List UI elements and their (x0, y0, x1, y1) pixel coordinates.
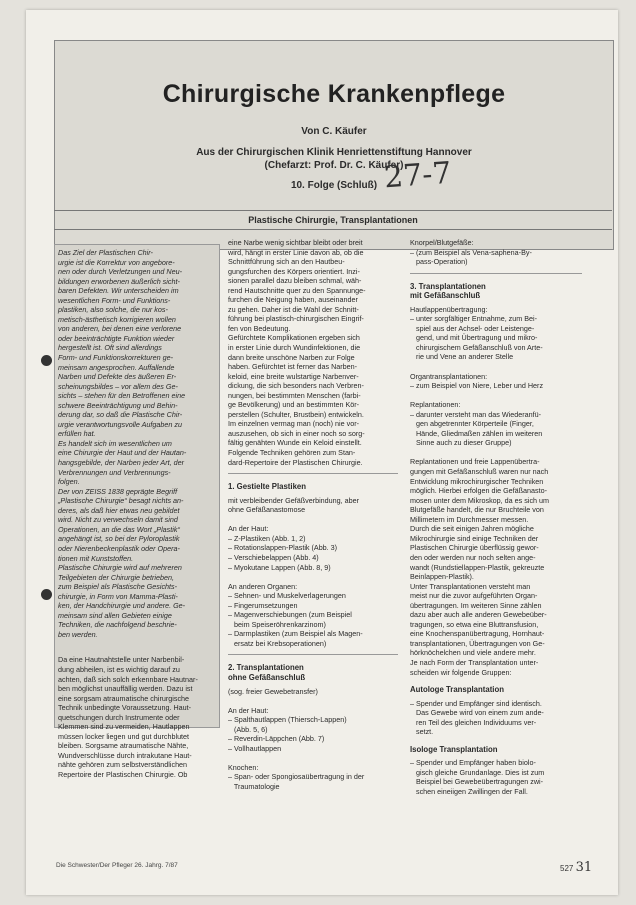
text-line: in erster Linie durch Wundinfektionen, die (228, 343, 361, 353)
text-line: furchen die Neigung haben, auseinander (228, 295, 358, 305)
text-line: tionen mit Kunststoffen. (58, 553, 134, 563)
text-line: wandt (Rundstiellappen-Plastik, gekreuzte (410, 562, 545, 572)
section-3-text (410, 305, 582, 677)
text-line: eine Knochenspanübertragung, Hornhaut- (410, 629, 545, 639)
text-line: ben möglichst unauffällig werden. Dazu ist (58, 684, 193, 694)
text-line: baren Defekten. Wir unterscheiden im (58, 286, 179, 296)
text-line: beim Speiseröhrenkarzinom) (228, 619, 326, 629)
text-line: gisch gleiche Grundanlage. Dies ist zum (410, 767, 545, 777)
isologe-text (410, 758, 582, 796)
text-line: derung dar, so daß die Plastische Chir- (58, 410, 183, 420)
text-line: meist nur die zuvor aufgeführten Organ- (410, 591, 538, 601)
handwritten-note: 27-7 (382, 155, 453, 196)
text-line (228, 753, 398, 763)
isologe-title: Isologe Transplantation (410, 744, 498, 754)
text-line: ge Bevölkerung) und an bestimmten Kör- (228, 400, 360, 410)
text-line: führung bei plastisch-chirurgischen Eingrif- (228, 314, 364, 324)
text-line: auszusehen, ob sich in einer noch so sorg- (228, 428, 365, 438)
section-1-text (228, 496, 398, 649)
text-line: Knorpel/Blutgefäße: (410, 238, 474, 247)
text-line: achten, daß sich solch erkennbare Hautnar- (58, 674, 198, 684)
text-line: eine Chirurgie der Haut und der Hautan- (58, 448, 187, 458)
text-line: – Spender und Empfänger haben biolo- (410, 758, 536, 768)
text-line: folgen. (58, 477, 80, 487)
text-line: bleiben. Sorgsame atraumatische Nähte, (58, 741, 189, 751)
text-line: sichts – stehen für den Betroffenen eine (58, 391, 186, 401)
text-line: Replantationen und freie Lappenübertra- (410, 457, 540, 467)
text-line: angehängt ist, so bei der Pyloroplastik (58, 534, 180, 544)
text-line: dard-Repertoire der Plastischen Chirurgie. (228, 457, 363, 467)
text-line: zum Beispiel als Plastische Gesichts- (58, 582, 178, 592)
text-line: – unter sorgfältiger Entnahme, zum Bei- (410, 314, 538, 324)
text-line: fältig genähten Wunde ein Keloid einstellt. (228, 438, 362, 448)
text-line: – darunter versteht man das Wiederanfü- (410, 409, 542, 419)
text-line (410, 391, 582, 401)
text-line: Teilgebieten der Chirurgie betrieben, (58, 572, 175, 582)
text-line: Folgende Techniken gehören zum Stan- (228, 448, 356, 458)
text-line: rie und Vene an anderer Stelle (410, 352, 514, 362)
text-line: perstellen (Schulter, Brustbein) entwickeln. (228, 409, 364, 419)
text-line: Sinne auch zu dieser Gruppe) (410, 438, 512, 448)
text-line: – zum Beispiel von Niere, Leber und Herz (410, 381, 544, 391)
text-line (410, 362, 582, 372)
text-line: den oder werden nur noch selten ange- (410, 552, 536, 562)
section-3-title: 3. Transplantationen mit Gefäßanschluß (410, 281, 486, 301)
text-line: Schnittführung sich an den Hautbeu- (228, 257, 345, 267)
text-line: transplantationen, Übertragungen von Ge- (410, 638, 545, 648)
text-line: Gefürchtete Komplikationen ergeben sich (228, 333, 360, 343)
text-line: sionen parallel dazu bleiben schmal, wäh- (228, 276, 362, 286)
text-line: gungen mit Gefäßanschluß waren nur nach (410, 467, 549, 477)
text-line: Der von ZEISS 1838 geprägte Begriff (58, 486, 178, 496)
text-line: nen oder durch Verletzungen und Neu- (58, 267, 183, 277)
text-line: – Sehnen- und Muskelverlagerungen (228, 591, 346, 601)
text-line: Je nach Form der Transplantation unter- (410, 657, 539, 667)
text-line: scheinungsbildes – vor allem des Ge- (58, 381, 178, 391)
text-line: urgie verantwortungsvolle Aufgaben zu (58, 419, 182, 429)
text-line: ken, der Handchirurgie und andere. Ge- (58, 601, 186, 611)
text-line (228, 515, 398, 525)
text-line: meinsam angesprochen. Auffallende (58, 362, 175, 372)
text-line: Replantationen: (410, 400, 461, 410)
text-line: Millimetern im Durchmesser messen. (410, 514, 529, 524)
text-line: Repertoire der Plastischen Chirurgie. Ob (58, 769, 188, 779)
text-line: mosen unter dem Mikroskop, da es sich um (410, 495, 550, 505)
page-number: 527 (560, 864, 574, 873)
affiliation-line-1: Aus der Chirurgischen Klinik Henriettenstiftung Hannover (196, 147, 472, 158)
text-line: (sog. freier Gewebetransfer) (228, 686, 318, 696)
divider (228, 473, 398, 474)
text-line: – Z-Plastiken (Abb. 1, 2) (228, 533, 306, 543)
text-line: Wundverschlüsse durch intrakutane Haut- (58, 750, 192, 760)
text-line: Plastische Chirurgie wird auf mehreren (58, 563, 182, 573)
text-line: – Verschiebelappen (Abb. 4) (228, 552, 319, 562)
text-line: schwere Beeinträchtigung und Behin- (58, 400, 178, 410)
text-line: bildungen erworbenen äußerlich sicht- (58, 276, 180, 286)
text-line: nähte gehören zum selbstverständlichen (58, 760, 188, 770)
section-2-text (228, 687, 398, 792)
text-line: oder Nierenbeckenplastik oder Opera- (58, 543, 180, 553)
text-line: übertragungen. Im weiteren Sinne zählen (410, 600, 542, 610)
text-line: urgie ist die Korrektur von angebore- (58, 257, 175, 267)
text-line: ohne Gefäßanastomose (228, 505, 306, 515)
text-line (228, 572, 398, 582)
text-line: erfüllen hat. (58, 429, 96, 439)
text-line: Da eine Hautnahtstelle unter Narbenbil- (58, 655, 185, 665)
article-title: Chirurgische Krankenpflege (162, 80, 506, 108)
text-line: müssen locker liegen und gut durchblutet (58, 731, 190, 741)
text-line: Organtransplantationen: (410, 371, 488, 381)
text-line: ben werden. (58, 629, 98, 639)
text-line: Technik unbedingte Voraussetzung. Haut- (58, 703, 192, 713)
text-line: Hautlappenübertragung: (410, 304, 488, 314)
text-line: – Magenverschiebungen (zum Beispiel (228, 610, 352, 620)
text-line: Knochen: (228, 762, 259, 772)
text-line: Beinlappen-Plastik). (410, 572, 474, 582)
text-line: hergestellt ist. Oft sind allerdings (58, 343, 162, 353)
text-line: chirurgie, in Form von Mamma-Plasti- (58, 591, 178, 601)
handwritten-page: 31 (575, 860, 593, 875)
column-3 (410, 238, 582, 797)
text-line: gen abgetrennter Körperteile (Finger, (410, 419, 534, 429)
text-line: – Span- oder Spongiosaübertragung in der (228, 772, 365, 782)
text-line: Durch die seit einigen Jahren mögliche (410, 524, 534, 534)
text-line: Traumatologie (228, 781, 280, 791)
binder-hole-1 (41, 355, 52, 366)
footer-page (560, 860, 592, 875)
column-2-top-text (228, 238, 398, 467)
text-line: tragungen, so etwa eine Bluttransfusion, (410, 619, 539, 629)
column-1-body (58, 655, 215, 779)
text-line: quetschungen durch Instrumente oder (58, 712, 180, 722)
text-line: Unter Transplantationen versteht man (410, 581, 531, 591)
series-label: 10. Folge (Schluß) (290, 180, 378, 191)
column-1 (58, 248, 215, 780)
text-line: eine sorgsam atraumatische chirurgische (58, 693, 190, 703)
text-line: Hände, Gliedmaßen zählen im weiteren (410, 428, 543, 438)
text-line: – Spalthautlappen (Thiersch-Lappen) (228, 715, 347, 725)
binder-hole-2 (41, 589, 52, 600)
column-2 (228, 238, 398, 792)
text-line: Klemmen sind zu vermeiden, Hautlappen (58, 722, 190, 732)
divider (228, 654, 398, 655)
section-2-title: 2. Transplantationen ohne Gefäßanschluß (228, 663, 306, 682)
text-line: schen eineiigen Zwillingen der Fall. (410, 786, 528, 796)
text-line: – Vollhautlappen (228, 743, 282, 753)
text-line: dazu aber auch alle anderen Gewebeüber- (410, 610, 547, 620)
autologe-text (410, 699, 582, 737)
affiliation-line-2: (Chefarzt: Prof. Dr. C. Käufer) (264, 160, 404, 171)
autologe-title: Autologe Transplantation (410, 685, 504, 695)
text-line: Mikrochirurgie sind einige Techniken der (410, 533, 539, 543)
affiliation (54, 146, 614, 172)
text-line: rend Hautschnitte quer zu den Spannunge- (228, 285, 366, 295)
column-3-top-text (410, 238, 582, 267)
divider (410, 273, 582, 274)
text-line: Plastischen Chirurgie überflüssig gewor- (410, 543, 539, 553)
text-line: möglich. Hierbei erfolgen die Gefäßanasto- (410, 486, 548, 496)
text-line: ren Teil des gleichen Individuums ver- (410, 717, 537, 727)
text-line (228, 696, 398, 706)
text-line: mit verbleibender Gefäßverbindung, aber (228, 495, 360, 505)
text-line: Narben und Defekte des äußeren Er- (58, 372, 177, 382)
text-line: – Myokutane Lappen (Abb. 8, 9) (228, 562, 331, 572)
text-line: fen von Bedeutung. (228, 323, 291, 333)
text-line: gend, und mit Übertragung und mikro- (410, 333, 538, 343)
text-line: hörknöchelchen und viele andere mehr. (410, 648, 536, 658)
text-line: plastiken, also solche, die nur kos- (58, 305, 168, 315)
text-line: eine Narbe wenig sichtbar bleibt oder breit (228, 238, 363, 247)
text-line: spiel aus der Achsel- oder Leistenge- (410, 323, 535, 333)
text-line: wird. Nicht zu verwechseln damit sind (58, 515, 178, 525)
text-line: pass-Operation) (410, 257, 468, 267)
text-line: Es handelt sich im wesentlichen um (58, 438, 172, 448)
text-line: – Reverdin-Läppchen (Abb. 7) (228, 734, 325, 744)
text-line: ersatz bei Krebsoperationen) (228, 638, 327, 648)
text-line (410, 448, 582, 458)
text-line: wird, hängt in erster Linie davon ab, ob die (228, 247, 364, 257)
text-line: wesentlichen Form- und Funktions- (58, 295, 171, 305)
text-line: nungen, bei bestimmten Menschen (farbi- (228, 390, 361, 400)
text-line: Operationen, an die das Wort „Plastik“ (58, 524, 180, 534)
text-line: chirurgischem Gefäßanschluß von Arte- (410, 342, 543, 352)
text-line: Entwicklung mikrochirurgischer Techniken (410, 476, 544, 486)
text-line: Form- und Funktionskorrekturen ge- (58, 353, 174, 363)
text-line: „Plastische Chirurgie“ besagt nichts an- (58, 496, 184, 506)
text-line: Im einzelnen vermag man (noch) nie vor- (228, 419, 360, 429)
text-line: An anderen Organen: (228, 581, 298, 591)
text-line: Verbrennungen und Verbrennungs- (58, 467, 171, 477)
text-line: zu gehen. Daher ist die Wahl der Schnitt- (228, 304, 359, 314)
text-line: hangsgebilde, der Narben jeder Art, der (58, 458, 184, 468)
article-author: Von C. Käufer (301, 126, 367, 137)
text-line: – Spender und Empfänger sind identisch. (410, 698, 542, 708)
intro-text (58, 248, 215, 639)
text-line: von anderen, bei denen eine verlorene (58, 324, 182, 334)
text-line: – Fingerumsetzungen (228, 600, 298, 610)
text-line: dann breite unschöne Narben zur Folge (228, 352, 355, 362)
text-line: gungsfurchen des Körpers orientiert. Inzi- (228, 266, 360, 276)
text-line: metisch-ästhetisch korrigieren wollen (58, 314, 176, 324)
text-line: setzt. (410, 727, 434, 737)
text-line: meinsam sind allen Gebieten einige (58, 610, 172, 620)
text-line: dung abheilen, ist es wichtig darauf zu (58, 664, 180, 674)
text-line: Das Gewebe wird von einem zum ande- (410, 708, 544, 718)
text-line: scheiden wir folgende Gruppen: (410, 667, 512, 677)
text-line: Beispiel bei Gewebeübertragungen zwi- (410, 777, 544, 787)
text-line: (Abb. 5, 6) (228, 724, 268, 734)
footer-source: Die Schwester/Der Pfleger 26. Jahrg. 7/87 (56, 862, 178, 869)
text-line: dickung, die sich besonders nach Verbren- (228, 381, 364, 391)
text-line: keloid, eine breite wulstartige Narbenver- (228, 371, 359, 381)
text-line: Blutgefäße handelt, die nur Bruchteile von (410, 505, 544, 515)
text-line: An der Haut: (228, 524, 269, 534)
text-line: deres, als daß hier etwas neu gebildet (58, 505, 180, 515)
text-line: – (zum Beispiel als Vena-saphena-By- (410, 247, 532, 257)
text-line: Das Ziel der Plastischen Chir- (58, 248, 153, 257)
text-line: – Rotationslappen-Plastik (Abb. 3) (228, 543, 338, 553)
text-line: haben. Gefürchtet ist ferner das Narben- (228, 362, 358, 372)
section-1-title: 1. Gestielte Plastiken (228, 482, 307, 492)
text-line: oder beeinträchtigte Funktion wieder (58, 333, 175, 343)
text-line: – Darmplastiken (zum Beispiel als Magen- (228, 629, 363, 639)
text-line: Techniken, die nachfolgend beschrie- (58, 620, 177, 630)
section-banner: Plastische Chirurgie, Transplantationen (54, 210, 612, 230)
text-line: An der Haut: (228, 705, 269, 715)
